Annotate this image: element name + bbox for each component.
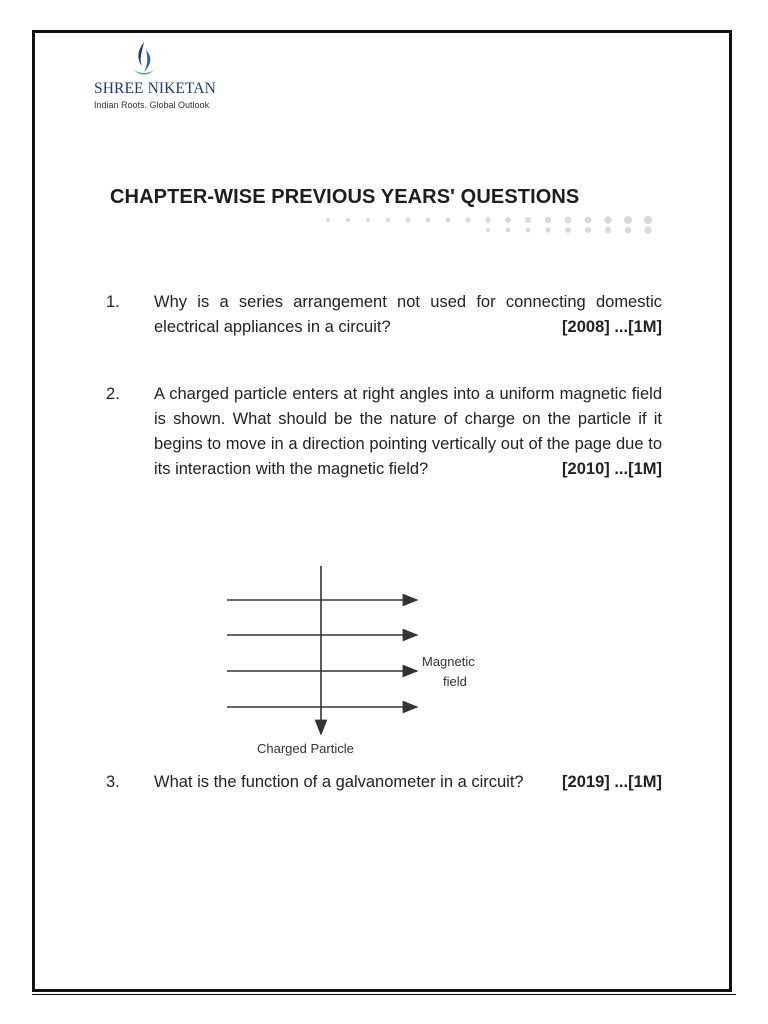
question-2 bbox=[106, 382, 662, 482]
question-3 bbox=[106, 770, 662, 795]
page-border bbox=[32, 30, 732, 992]
field-label-line-1: Magnetic bbox=[422, 654, 475, 669]
logo bbox=[90, 40, 240, 115]
decorative-dots bbox=[320, 214, 670, 234]
question-2-meta: [2010] ...[1M] bbox=[562, 460, 662, 478]
logo-name: SHREE NIKETAN bbox=[94, 80, 216, 97]
magnetic-field-diagram bbox=[215, 562, 515, 762]
question-1-meta: [2008] ...[1M] bbox=[562, 318, 662, 336]
question-3-text: What is the function of a galvanometer in a circuit? bbox=[154, 773, 524, 791]
bottom-rule bbox=[32, 994, 736, 995]
question-2-number: 2. bbox=[106, 385, 120, 403]
question-2-text: A charged particle enters at right angles into a uniform magnetic field is shown. What should be the nature of charge on the particle if it begins to move in a direction pointing vertically out of the page due to its interaction with the magnetic field? bbox=[154, 385, 662, 478]
question-3-number: 3. bbox=[106, 773, 120, 791]
question-1-text: Why is a series arrangement not used for connecting domestic electrical appliances in a circuit? bbox=[154, 293, 662, 336]
question-1 bbox=[106, 290, 662, 340]
flame-logo-icon bbox=[130, 40, 158, 80]
logo-tagline: Indian Roots. Global Outlook bbox=[94, 100, 210, 110]
page-heading: CHAPTER-WISE PREVIOUS YEARS' QUESTIONS bbox=[110, 186, 580, 208]
particle-label: Charged Particle bbox=[257, 741, 354, 756]
question-3-meta: [2019] ...[1M] bbox=[562, 773, 662, 791]
question-1-number: 1. bbox=[106, 293, 120, 311]
field-label-line-2: field bbox=[443, 674, 467, 689]
